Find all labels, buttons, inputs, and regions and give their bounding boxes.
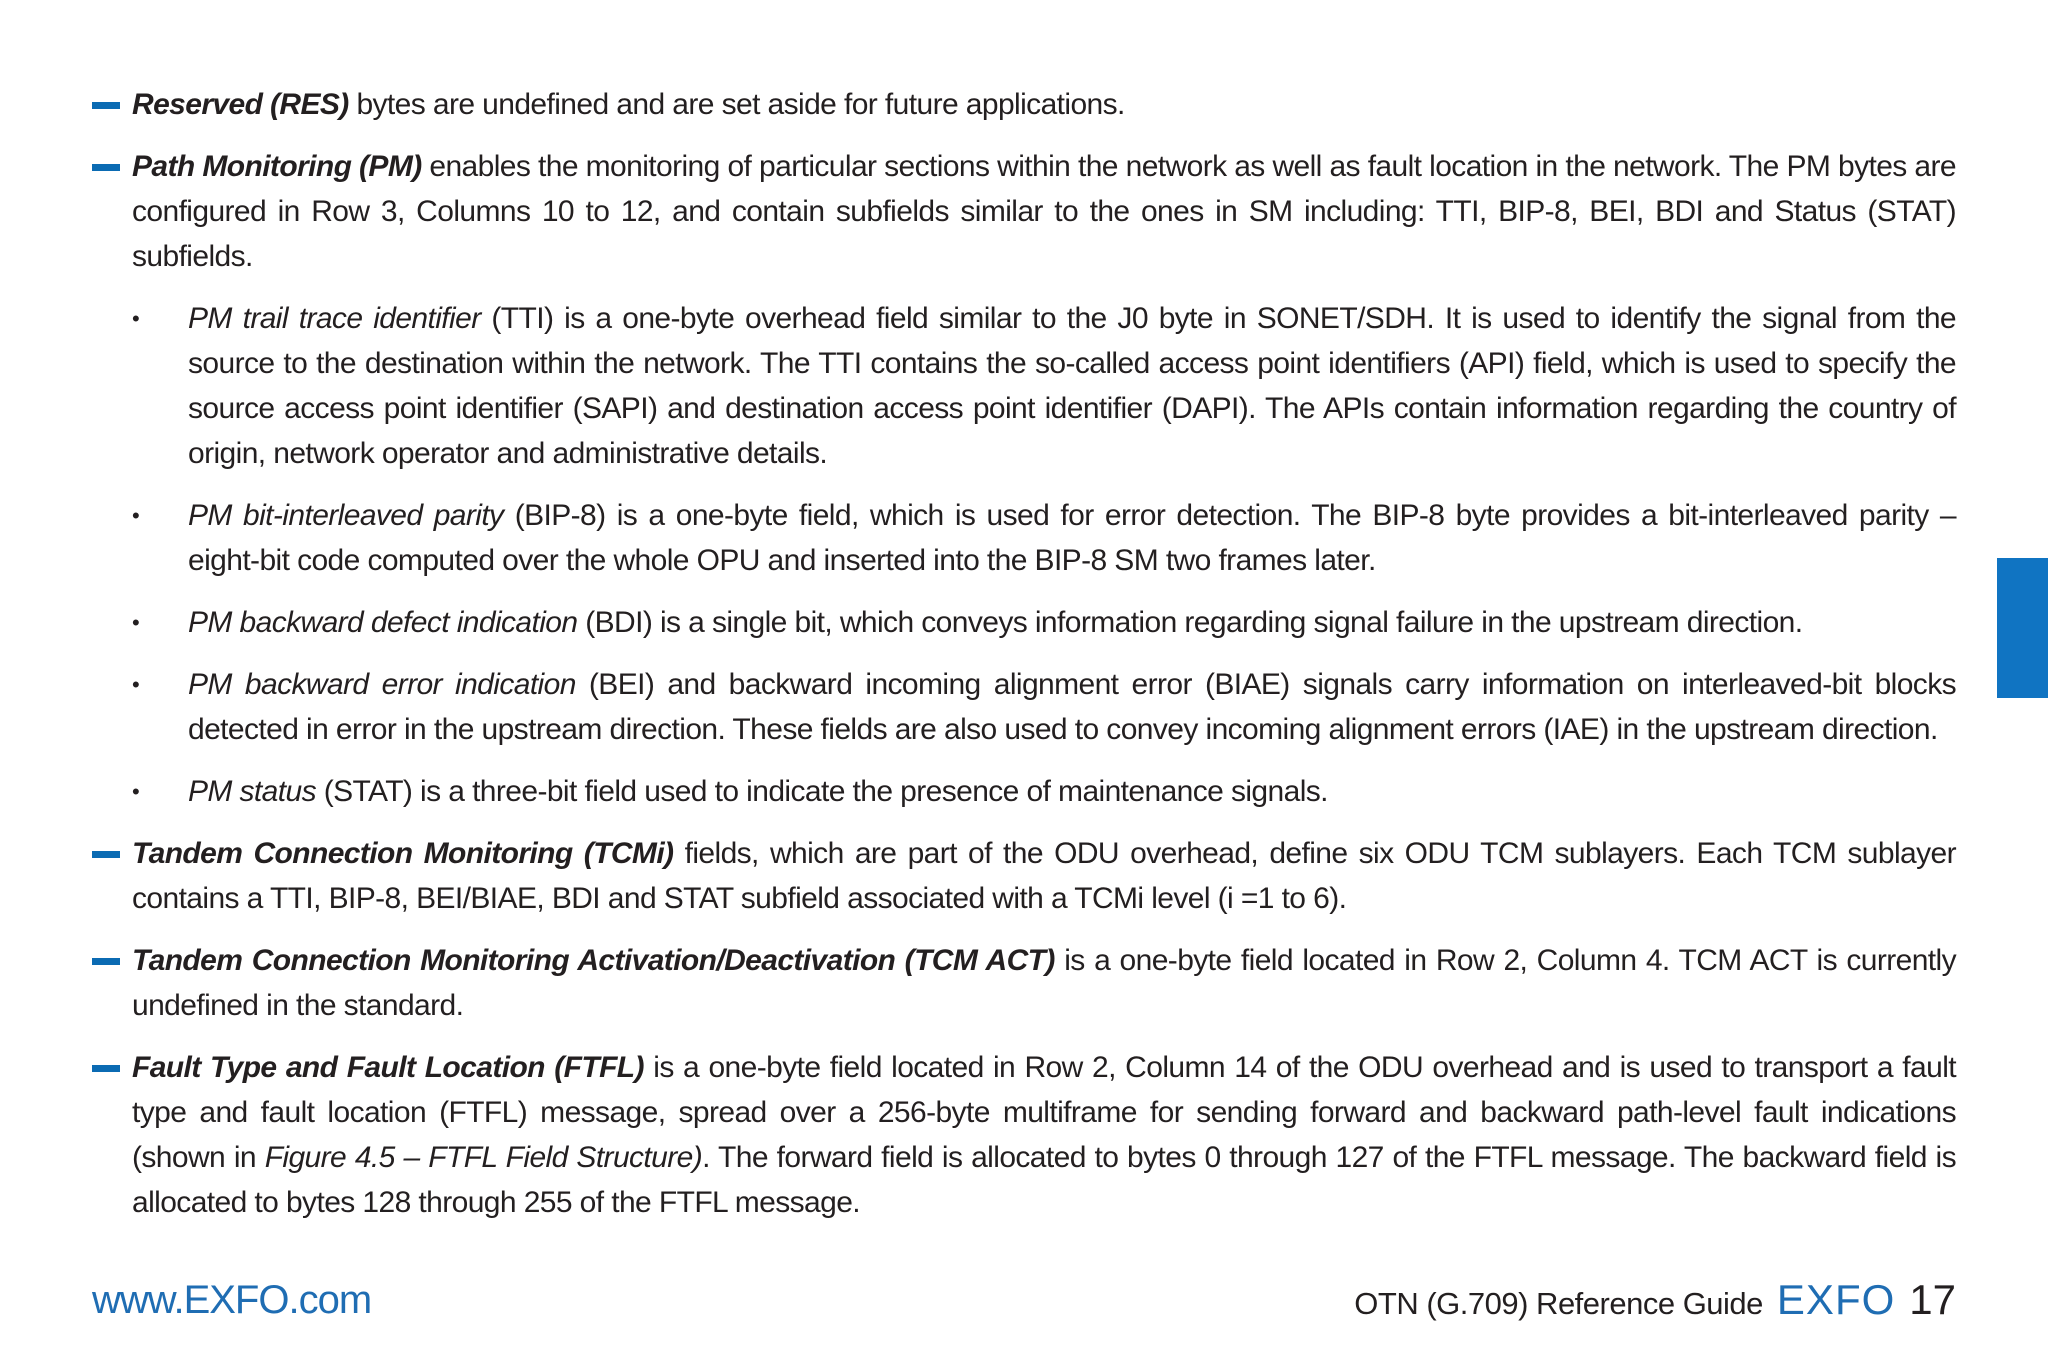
description-path-monitoring: enables the monitoring of particular sections within the network as well as fault location in the network. The PM bytes are configured in Row 3, Columns 10 to 12, and contain subfields similar to the ones in SM including: TTI, BIP-8, BEI, BDI and Status (STAT) subfields. [132, 150, 1956, 273]
term-pm-bip8: PM bit-interleaved parity [188, 499, 504, 532]
bullet-icon: • [132, 672, 140, 697]
footer-brand-logo: EXFO [1776, 1276, 1896, 1323]
list-item-ftfl [92, 1045, 1956, 1225]
sub-item-pm-bip8 [92, 493, 1956, 583]
sub-item-pm-tti [92, 296, 1956, 476]
dash-bullet-icon [92, 1065, 120, 1072]
footer-right [1354, 1276, 1956, 1324]
dash-bullet-icon [92, 851, 120, 858]
main-content [92, 82, 1956, 1242]
bullet-icon: • [132, 306, 140, 331]
footer-website-link[interactable]: www.EXFO.com [92, 1278, 372, 1322]
dash-bullet-icon [92, 958, 120, 965]
sub-item-pm-bdi [92, 600, 1956, 645]
description-pm-bei: (BEI) and backward incoming alignment error (BIAE) signals carry information on interleaved-bit blocks detected in error in the upstream direction. These fields are also used to convey incoming alignment errors (IAE) in the upstream direction. [188, 668, 1956, 746]
description-pm-tti: (TTI) is a one-byte overhead field similar to the J0 byte in SONET/SDH. It is used to identify the signal from the source to the destination within the network. The TTI contains the so-called access point identifiers (API) field, which is used to specify the source access point identifier (SAPI) and destination access point identifier (DAPI). The APIs contain information regarding the country of origin, network operator and administrative details. [188, 302, 1957, 470]
description-pm-bip8: (BIP-8) is a one-byte field, which is used for error detection. The BIP-8 byte provides a bit-interleaved parity – eight-bit code computed over the whole OPU and inserted into the BIP-8 SM two frames later. [188, 499, 1957, 577]
description-pm-bdi: (BDI) is a single bit, which conveys information regarding signal failure in the upstream direction. [577, 606, 1803, 639]
term-pm-bdi: PM backward defect indication [188, 606, 578, 639]
term-pm-status: PM status [188, 775, 316, 808]
list-item-tcm-act [92, 938, 1956, 1028]
list-item-path-monitoring [92, 144, 1956, 279]
dash-bullet-icon [92, 102, 120, 109]
term-path-monitoring: Path Monitoring (PM) [132, 150, 422, 183]
dash-bullet-icon [92, 164, 120, 171]
sub-item-pm-status [92, 769, 1956, 814]
footer-guide-title: OTN (G.709) Reference Guide [1354, 1286, 1763, 1321]
sub-item-pm-bei [92, 662, 1956, 752]
term-pm-bei: PM backward error indication [188, 668, 576, 701]
term-tcm-act: Tandem Connection Monitoring Activation/Deactivation (TCM ACT) [132, 944, 1055, 977]
bullet-icon: • [132, 503, 140, 528]
description-pm-status: (STAT) is a three-bit field used to indicate the presence of maintenance signals. [315, 775, 1328, 808]
term-tcmi: Tandem Connection Monitoring (TCMi) [132, 837, 674, 870]
page-number: 17 [1909, 1276, 1956, 1323]
term-pm-tti: PM trail trace identifier [188, 302, 481, 335]
description-ftfl-part2: . The forward field is allocated to bytes 0 through 127 of the FTFL message. The backward field is allocated to bytes 128 through 255 of the FTFL message. [132, 1141, 1957, 1219]
chapter-side-tab [1997, 558, 2048, 698]
term-reserved: Reserved (RES) [132, 88, 349, 121]
term-ftfl: Fault Type and Fault Location (FTFL) [132, 1051, 644, 1084]
description-reserved: bytes are undefined and are set aside for future applications. [348, 88, 1125, 121]
list-item-tcmi [92, 831, 1956, 921]
list-item-reserved [92, 82, 1956, 127]
description-ftfl-part1: is a one-byte field located in Row 2, Column 14 of the ODU overhead and is used to transport a fault type and fault location (FTFL) message, spread over a 256-byte multiframe for sending forward and backward path-level fault indications (shown in [132, 1051, 1956, 1174]
description-tcm-act: is a one-byte field located in Row 2, Column 4. TCM ACT is currently undefined in the standard. [132, 944, 1957, 1022]
bullet-icon: • [132, 610, 140, 635]
description-tcmi: fields, which are part of the ODU overhead, define six ODU TCM sublayers. Each TCM sublayer contains a TTI, BIP-8, BEI/BIAE, BDI and STAT subfield associated with a TCMi level (i =1 to 6). [132, 837, 1956, 915]
figure-reference-link[interactable]: Figure 4.5 – FTFL Field Structure) [264, 1141, 703, 1174]
bullet-icon: • [132, 779, 140, 804]
